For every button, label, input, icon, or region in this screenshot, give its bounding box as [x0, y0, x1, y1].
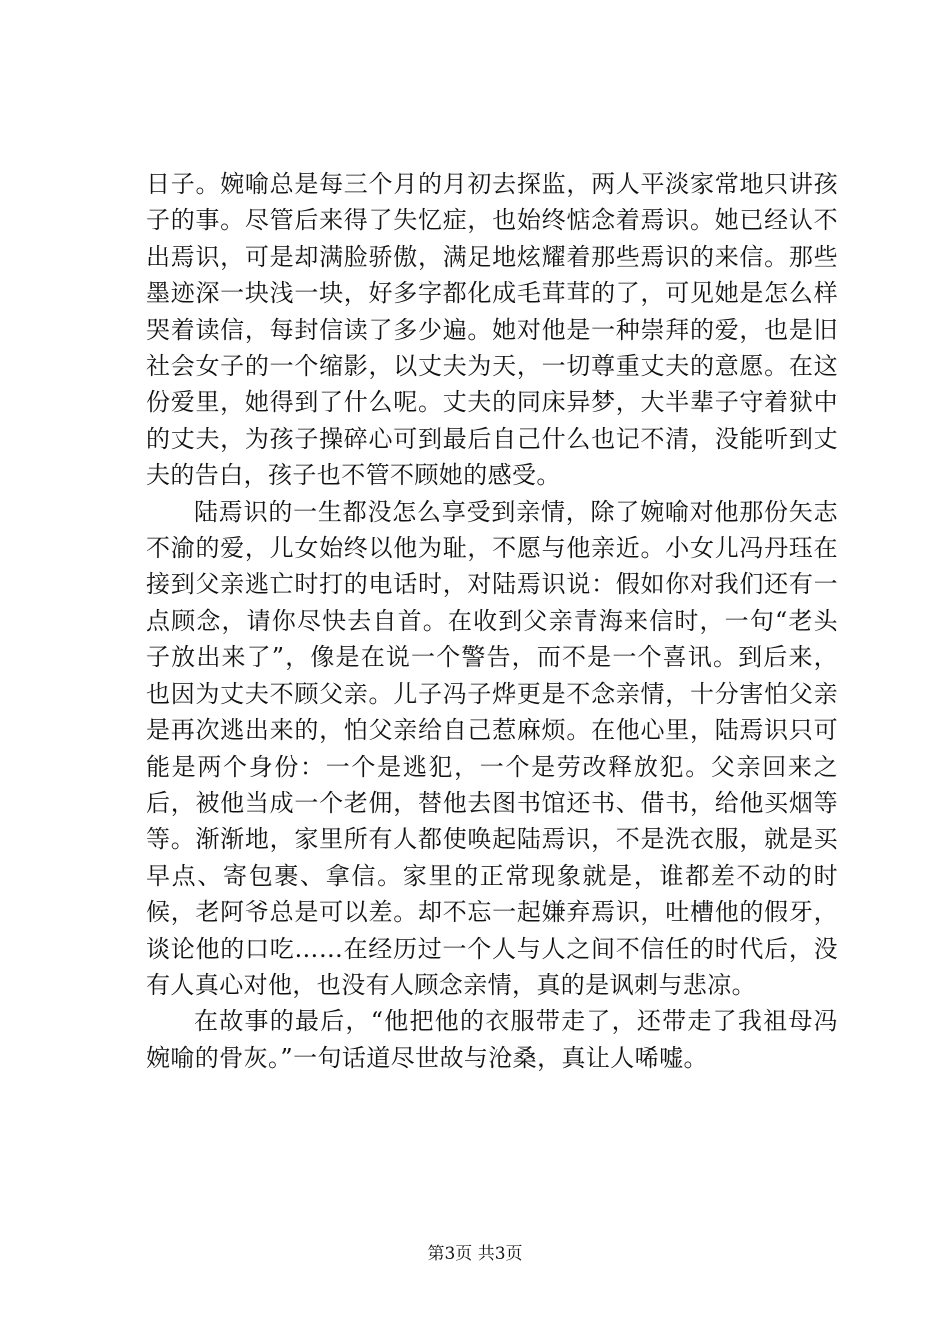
paragraph-2: 陆焉识的一生都没怎么享受到亲情，除了婉喻对他那份矢志不渝的爱，儿女始终以他为耻，不愿与他亲近。小女儿冯丹珏在接到父亲逃亡时打的电话时，对陆焉识说：假如你对我们还有一点顾念，请你尽快去自首。在收到父亲青海来信时，一句“老头子放出来了”，像是在说一个警告，而不是一个喜讯。到后来，也因为丈夫不顾父亲。儿子冯子烨更是不念亲情，十分害怕父亲是再次逃出来的，怕父亲给自己惹麻烦。在他心里，陆焉识只可能是两个身份：一个是逃犯，一个是劳改释放犯。父亲回来之后，被他当成一个老佣，替他去图书馆还书、借书，给他买烟等等。渐渐地，家里所有人都使唤起陆焉识，不是洗衣服，就是买早点、寄包裹、拿信。家里的正常现象就是，谁都差不动的时候，老阿爷总是可以差。却不忘一起嫌弃焉识，吐槽他的假牙，谈论他的口吃……在经历过一个人与人之间不信任的时代后，没有人真心对他，也没有人顾念亲情，真的是讽刺与悲凉。	[146, 497, 838, 999]
document-body	[146, 166, 838, 1076]
paragraph-1: 日子。婉喻总是每三个月的月初去探监，两人平淡家常地只讲孩子的事。尽管后来得了失忆症，也始终惦念着焉识。她已经认不出焉识，可是却满脸骄傲，满足地炫耀着那些焉识的来信。那些墨迹深一块浅一块，好多字都化成毛茸茸的了，可见她是怎么样哭着读信，每封信读了多少遍。她对他是一种崇拜的爱，也是旧社会女子的一个缩影，以丈夫为天，一切尊重丈夫的意愿。在这份爱里，她得到了什么呢。丈夫的同床异梦，大半辈子守着狱中的丈夫，为孩子操碎心可到最后自己什么也记不清，没能听到丈夫的告白，孩子也不管不顾她的感受。	[146, 170, 838, 490]
page-number-footer: 第3页 共3页	[427, 1244, 523, 1264]
paragraph-3: 在故事的最后，“他把他的衣服带走了，还带走了我祖母冯婉喻的骨灰。”一句话道尽世故与沧桑，真让人唏嘘。	[146, 1007, 838, 1072]
